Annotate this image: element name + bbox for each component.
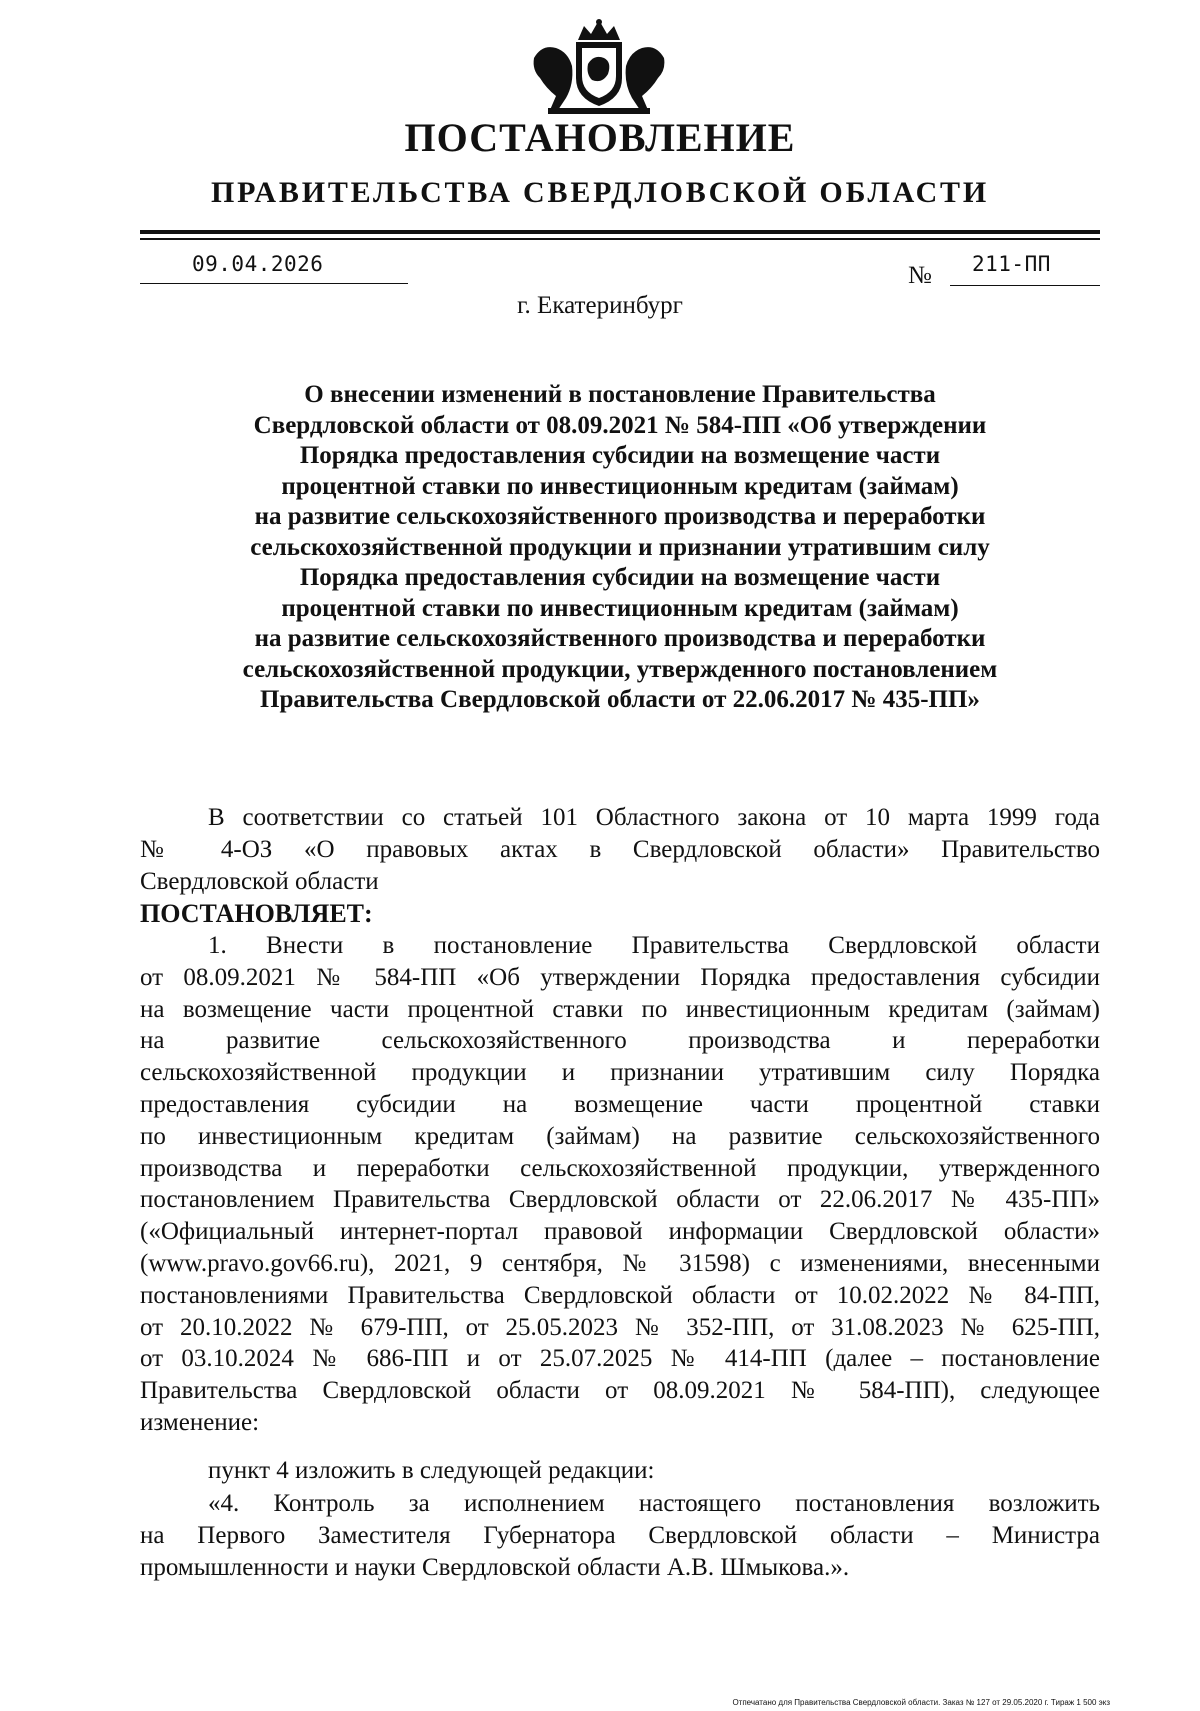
city: г. Екатеринбург [517, 292, 683, 319]
header-rule-thick [140, 230, 1100, 234]
item-1-paragraph [140, 930, 1100, 1439]
item-line: Правительства Свердловской области от 08.09.2021 № 584-ПП), следующее [140, 1377, 1100, 1405]
heading-line: сельскохозяйственной продукции, утвержденного постановлением [242, 655, 998, 683]
item-line: сельскохозяйственной продукции и признании утратившим силу Порядка [140, 1059, 1100, 1087]
number-underline [950, 285, 1100, 286]
preamble-line: Свердловской области [140, 867, 379, 895]
item-line: изменение: [140, 1408, 260, 1436]
date-underline [140, 283, 408, 284]
item-line: производства и переработки сельскохозяйственной продукции, утвержденного [140, 1154, 1100, 1182]
issuing-authority: ПРАВИТЕЛЬСТВА СВЕРДЛОВСКОЙ ОБЛАСТИ [211, 176, 989, 209]
heading-line: О внесении изменений в постановление Правительства [304, 381, 936, 408]
item-line: 1. Внести в постановление Правительства Свердловской области [208, 932, 1100, 959]
print-footer: Отпечатано для Правительства Свердловской области. Заказ № 127 от 29.05.2020 г. Тираж 1 500 экз [732, 1698, 1110, 1707]
item-line: по инвестиционным кредитам (займам) на развитие сельскохозяйственного [140, 1122, 1100, 1150]
heading-line: Правительства Свердловской области от 22.06.2017 № 435-ПП» [260, 686, 980, 713]
preamble-paragraph [140, 802, 1100, 897]
heading-line: Свердловской области от 08.09.2021 № 584-ПП «Об утверждении [253, 411, 987, 439]
item-line: постановлением Правительства Свердловской области от 22.06.2017 № 435-ПП» [140, 1186, 1100, 1214]
item-line: от 08.09.2021 № 584-ПП «Об утверждении Порядка предоставления субсидии [140, 963, 1100, 991]
item-line: постановлениями Правительства Свердловской области от 10.02.2022 № 84-ПП, [140, 1281, 1100, 1309]
clause-intro [140, 1455, 1100, 1487]
heading-line: процентной ставки по инвестиционным кредитам (займам) [281, 594, 959, 622]
item-line: на развитие сельскохозяйственного производства и переработки [140, 1027, 1100, 1055]
document-number: 211-ПП [972, 252, 1051, 276]
document-date: 09.04.2026 [192, 252, 324, 276]
clause-intro-line: пункт 4 изложить в следующей редакции: [208, 1457, 655, 1484]
item-line: на возмещение части процентной ставки по инвестиционным кредитам (займам) [140, 995, 1100, 1023]
clause-4-text [140, 1488, 1100, 1583]
heading-line: процентной ставки по инвестиционным кредитам (займам) [281, 472, 959, 500]
header-rule-thin [140, 238, 1100, 240]
document-heading [140, 380, 1100, 716]
coat-of-arms-emblem [528, 18, 670, 116]
clause-line: на Первого Заместителя Губернатора Свердловской области – Министра [140, 1521, 1100, 1549]
heading-line: на развитие сельскохозяйственного производства и переработки [254, 503, 986, 530]
resolves-heading: ПОСТАНОВЛЯЕТ: [140, 899, 373, 928]
item-line: (www.pravo.gov66.ru), 2021, 9 сентября, № 31598) с изменениями, внесенными [140, 1249, 1100, 1277]
clause-line: «4. Контроль за исполнением настоящего постановления возложить [208, 1490, 1100, 1517]
item-line: («Официальный интернет-портал правовой информации Свердловской области» [140, 1218, 1100, 1246]
heading-line: на развитие сельскохозяйственного производства и переработки [254, 625, 986, 652]
heading-line: Порядка предоставления субсидии на возмещение части [299, 564, 941, 591]
item-line: от 20.10.2022 № 679-ПП, от 25.05.2023 № 352-ПП, от 31.08.2023 № 625-ПП, [140, 1313, 1100, 1341]
document-type-title: ПОСТАНОВЛЕНИЕ [404, 115, 796, 160]
number-sign: № [908, 262, 932, 289]
preamble-line: № 4-ОЗ «О правовых актах в Свердловской области» Правительство [140, 835, 1100, 863]
heading-line: Порядка предоставления субсидии на возмещение части [299, 442, 941, 469]
heading-line: сельскохозяйственной продукции и признании утратившим силу [250, 533, 990, 561]
item-line: от 03.10.2024 № 686-ПП и от 25.07.2025 № 414-ПП (далее – постановление [140, 1345, 1100, 1373]
clause-line: промышленности и науки Свердловской области А.В. Шмыкова.». [140, 1553, 850, 1581]
preamble-line: В соответствии со статьей 101 Областного закона от 10 марта 1999 года [208, 804, 1100, 831]
item-line: предоставления субсидии на возмещение части процентной ставки [140, 1090, 1100, 1118]
